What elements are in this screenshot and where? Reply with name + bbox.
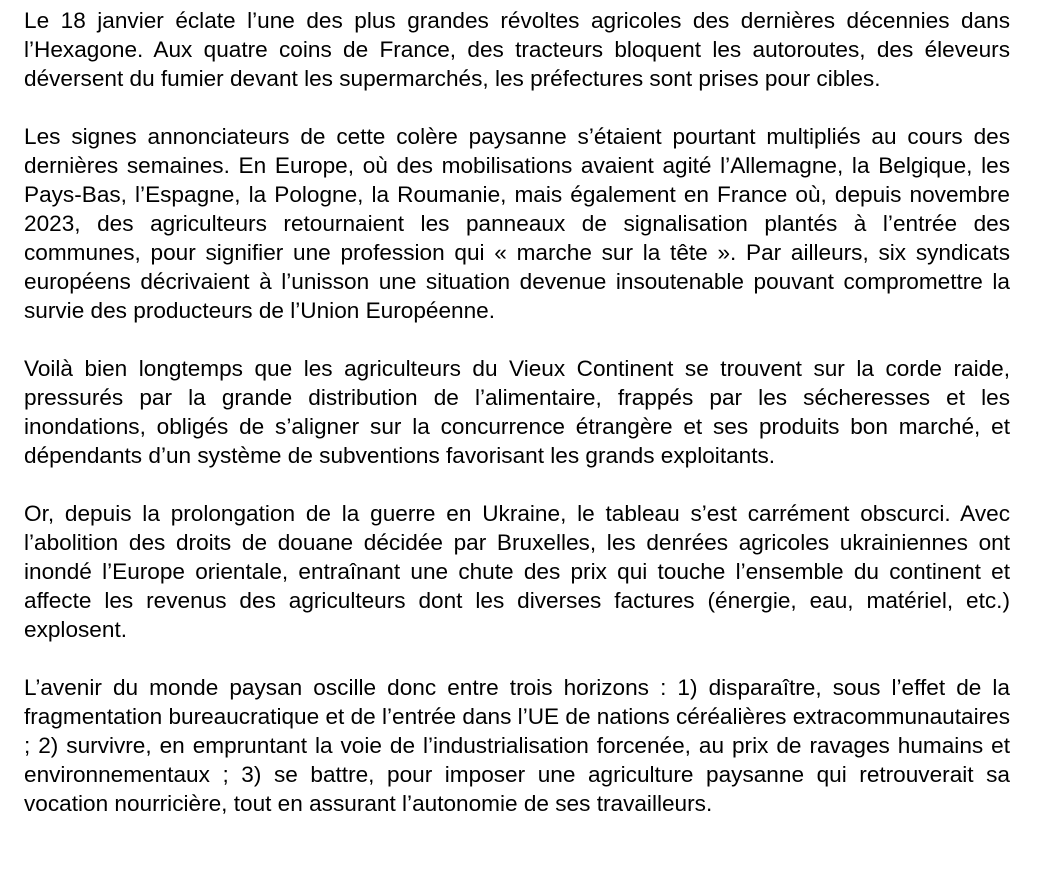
paragraph-revolt: Le 18 janvier éclate l’une des plus grandes révoltes agricoles des dernières décennies dans l’Hexagone. Aux quatre coins de France, des tracteurs bloquent les autoroutes, des éleveurs déversent du fumier devant les supermarchés, les préfectures sont prises pour cibles.: [24, 8, 1010, 91]
paragraph-ukraine-war: Or, depuis la prolongation de la guerre en Ukraine, le tableau s’est carrément obscurci. Avec l’abolition des droits de douane décidée par Bruxelles, les denrées agricoles ukrainiennes ont inondé l’Europe orientale, entraînant une chute des prix qui touche l’ensemble du continent et affecte les revenus des agriculteurs dont les diverses factures (énergie, eau, matériel, etc.) explosent.: [24, 501, 1010, 642]
paragraph-difficulties: Voilà bien longtemps que les agriculteurs du Vieux Continent se trouvent sur la corde raide, pressurés par la grande distribution de l’alimentaire, frappés par les sécheresses et les inondations, obligés de s’aligner sur la concurrence étrangère et ses produits bon marché, et dépendants d’un système de subventions favorisant les grands exploitants.: [24, 356, 1010, 468]
paragraph-three-horizons: L’avenir du monde paysan oscille donc entre trois horizons : 1) disparaître, sous l’effet de la fragmentation bureaucratique et de l’entrée dans l’UE de nations céréalières extracommunautaires ; 2) survivre, en empruntant la voie de l’industrialisation forcenée, au prix de ravages humains et environnementaux ; 3) se battre, pour imposer une agriculture paysanne qui retrouverait sa vocation nourricière, tout en assurant l’autonomie de ses travailleurs.: [24, 675, 1010, 816]
paragraph-warning-signs: Les signes annonciateurs de cette colère paysanne s’étaient pourtant multipliés au cours des dernières semaines. En Europe, où des mobilisations avaient agité l’Allemagne, la Belgique, les Pays-Bas, l’Espagne, la Pologne, la Roumanie, mais également en France où, depuis novembre 2023, des agriculteurs retournaient les panneaux de signalisation plantés à l’entrée des communes, pour signifier une profession qui « marche sur la tête ». Par ailleurs, six syndicats européens décrivaient à l’unisson une situation devenue insoutenable pouvant compromettre la survie des producteurs de l’Union Européenne.: [24, 124, 1010, 323]
